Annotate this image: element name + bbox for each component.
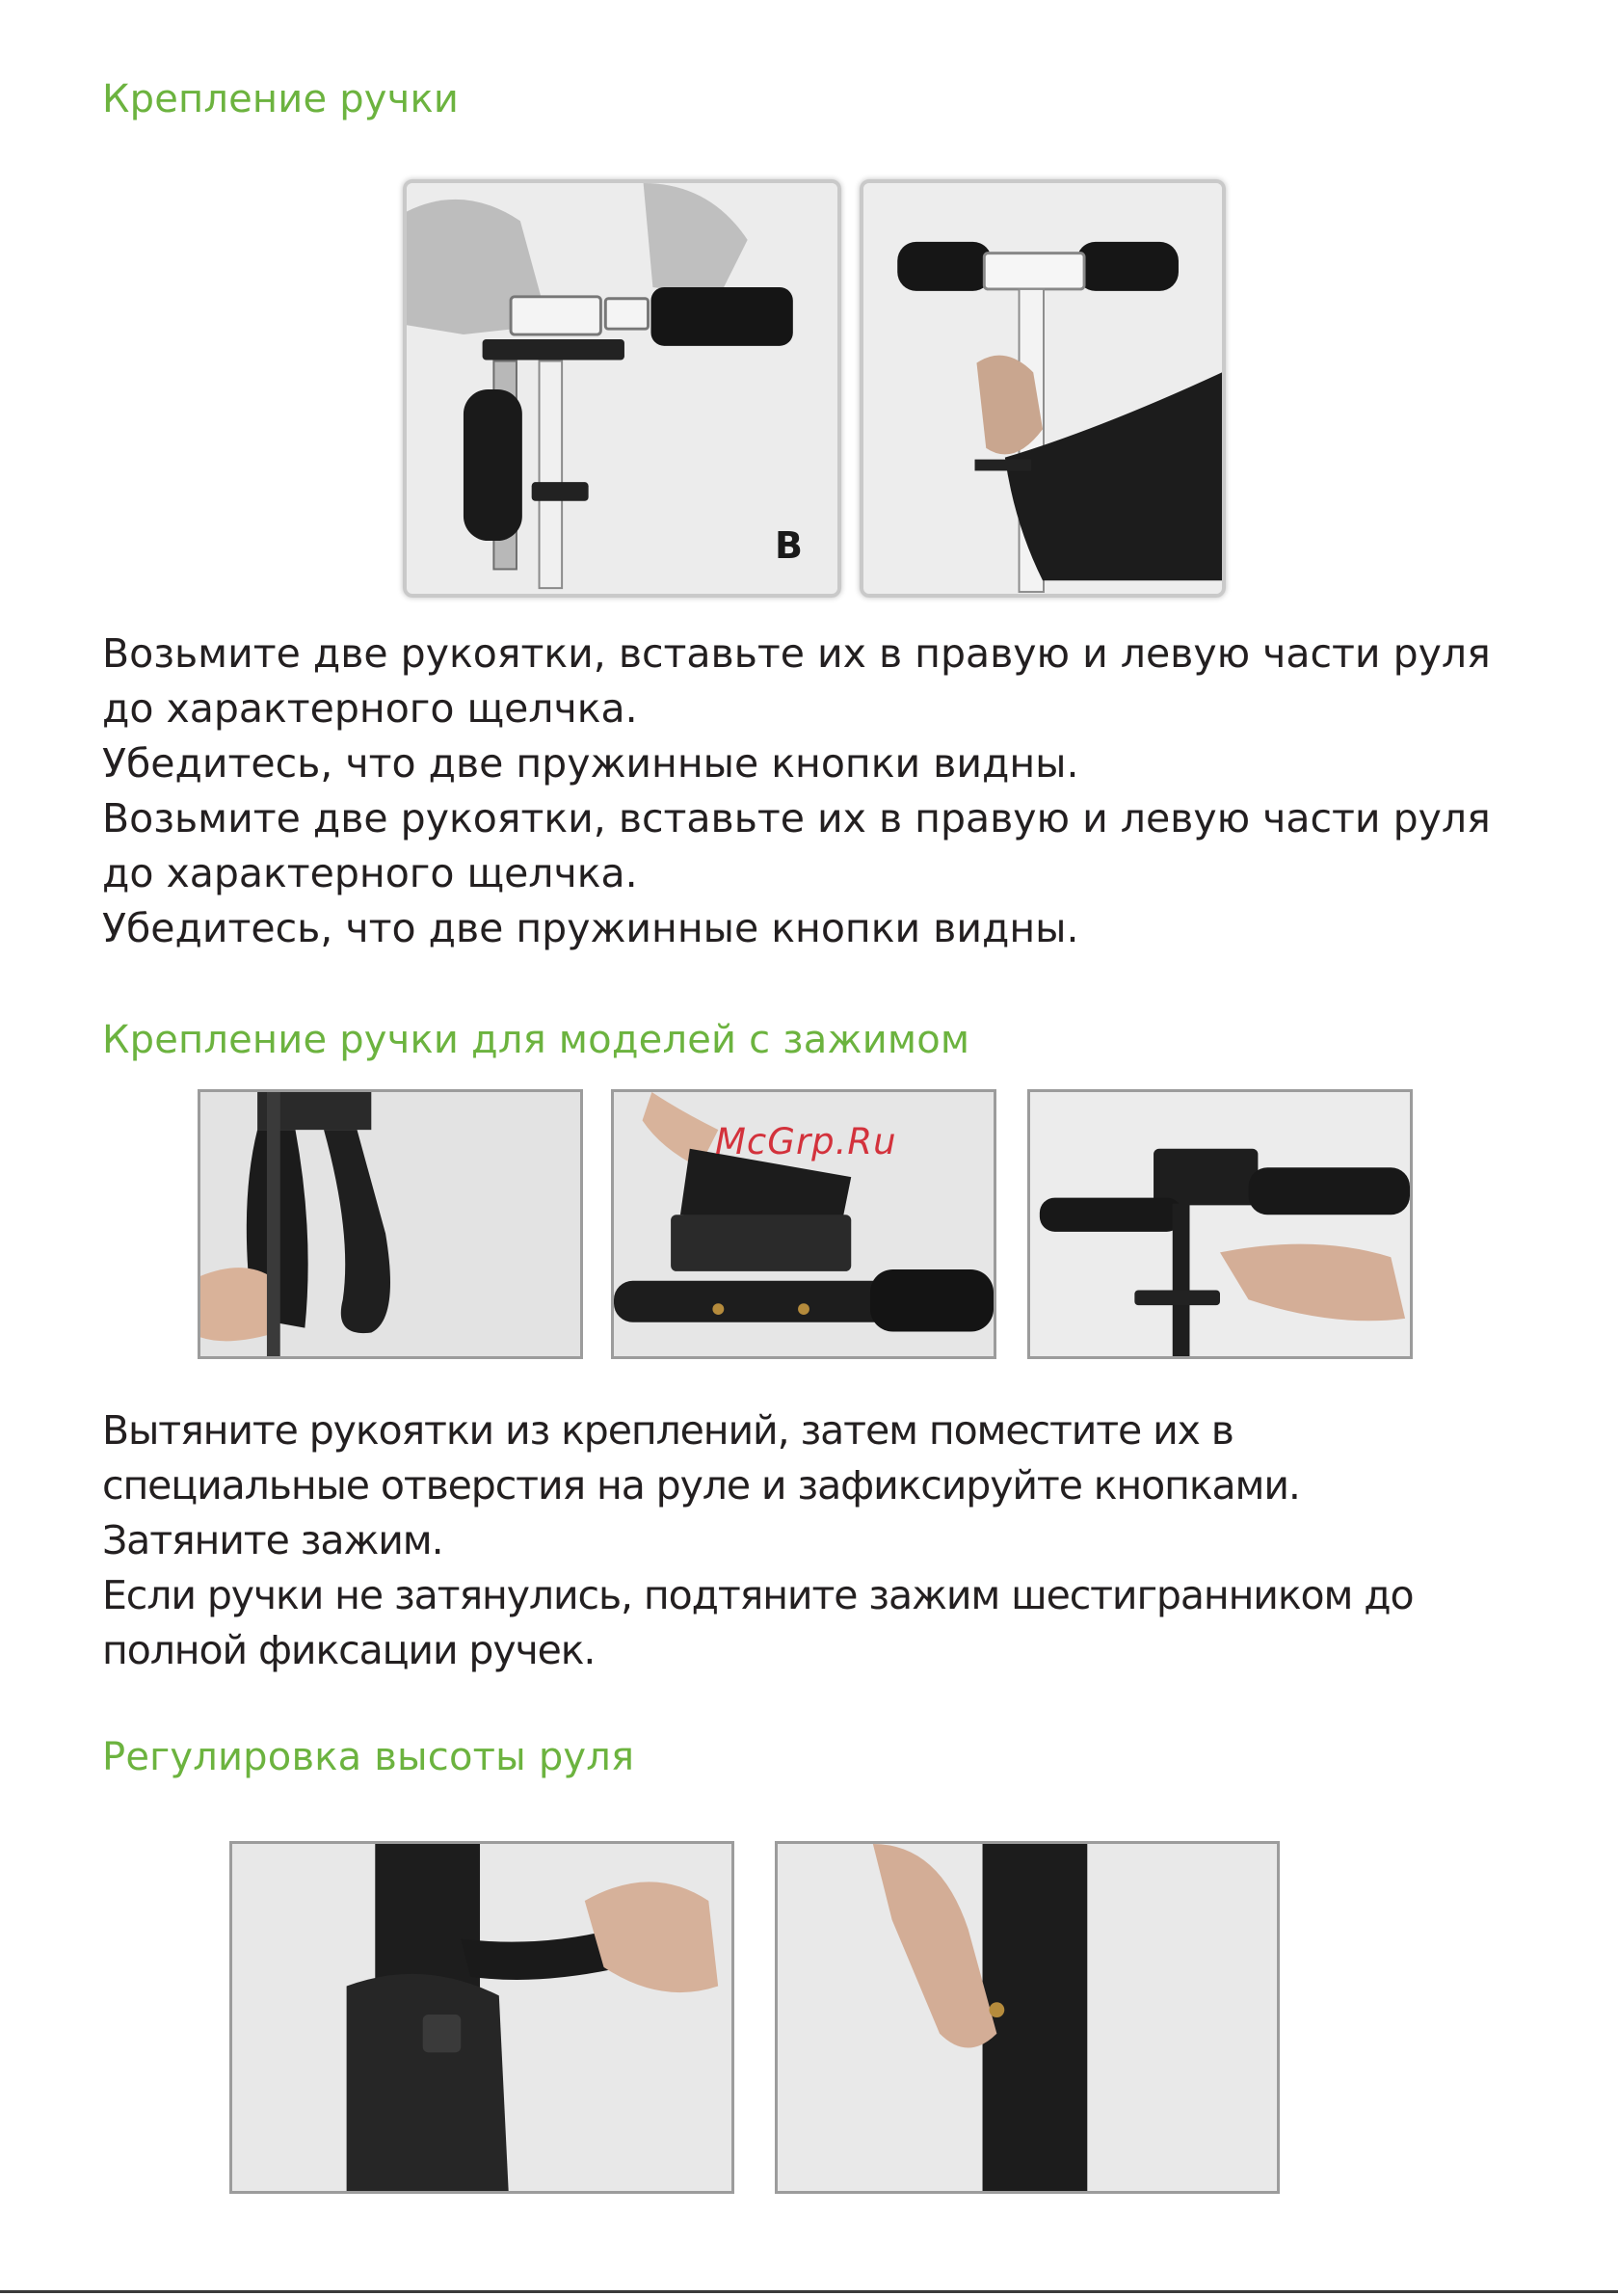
photo-handlebar-assembled bbox=[860, 179, 1226, 598]
paragraph-line: Возьмите две рукоятки, вставьте их в правую и левую части руля до характерного щелчка. bbox=[102, 795, 1491, 896]
photo-handle-insert bbox=[403, 179, 841, 598]
photo-clamp-grips-folded bbox=[198, 1089, 583, 1359]
paragraph-clamp-mount bbox=[102, 1403, 1509, 1678]
paragraph-line: Вытяните рукоятки из креплений, затем поместите их в специальные отверстия на руле и зафиксируйте кнопками. bbox=[102, 1407, 1300, 1508]
paragraph-line: Если ручки не затянулись, подтяните зажим шестигранником до полной фиксации ручек. bbox=[102, 1572, 1414, 1673]
section-heading-height-adjust: Регулировка высоты руля bbox=[102, 1735, 635, 1779]
photo-label-b: B bbox=[775, 524, 803, 567]
section-heading-handle-mount: Крепление ручки bbox=[102, 77, 460, 121]
paragraph-line: Возьмите две рукоятки, вставьте их в правую и левую части руля до характерного щелчка. bbox=[102, 630, 1491, 732]
section-heading-clamp-mount: Крепление ручки для моделей с зажимом bbox=[102, 1018, 970, 1062]
photo-clamp-tighten bbox=[1027, 1089, 1413, 1359]
paragraph-line: Убедитесь, что две пружинные кнопки видны. bbox=[102, 740, 1079, 787]
watermark: McGrp.Ru bbox=[715, 1121, 897, 1162]
paragraph-handle-mount bbox=[102, 627, 1509, 956]
paragraph-line: Затяните зажим. bbox=[102, 1517, 443, 1563]
paragraph-line: Убедитесь, что две пружинные кнопки видны. bbox=[102, 905, 1079, 951]
photo-height-lever bbox=[229, 1841, 734, 2194]
photo-height-button bbox=[775, 1841, 1280, 2194]
bottom-rule bbox=[0, 2290, 1618, 2293]
